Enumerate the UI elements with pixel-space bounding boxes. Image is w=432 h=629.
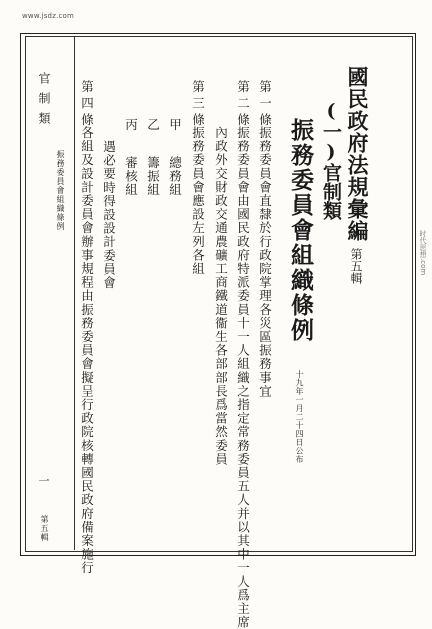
article-label: 第二條: [235, 80, 251, 130]
subsection-label: 丙: [123, 118, 139, 135]
promulgation-date: 十九年一月二十四日公布: [295, 370, 304, 464]
article-text-continued: 遇必要時得設設計委員會: [101, 140, 117, 290]
article-label: 第四條: [79, 80, 95, 130]
article-label: 第三條: [190, 80, 206, 130]
watermark-text: www.jsdz.com: [22, 12, 75, 20]
section-title: (一)官制類: [320, 100, 342, 220]
side-watermark: 时代思想.com: [419, 230, 427, 276]
margin-divider: [74, 36, 75, 550]
subsection-label: 甲: [167, 118, 183, 135]
book-title: 國民政府法規彙編: [345, 66, 370, 242]
article-label: 第一條: [257, 80, 273, 130]
subsection-text: 籌振組: [145, 156, 161, 197]
margin-category: 官制類: [37, 72, 51, 132]
article-text: 振務委員會應設左列各組: [190, 126, 206, 276]
article-text: 各組及設計委員會辦事規程由振務委員會擬呈行政院核轉國民政府備案施行: [79, 126, 95, 575]
article-text: 振務委員會直隸於行政院掌理各災區振務事宜: [257, 126, 273, 398]
margin-volume: 第五輯: [40, 515, 49, 542]
page-number: 一: [37, 475, 50, 486]
article-text: 振務委員會由國民政府特派委員十一人組織之指定常務委員五人并以其中一人爲主席: [235, 126, 251, 629]
subsection-text: 審核組: [123, 156, 139, 197]
subsection-label: 乙: [145, 118, 161, 135]
margin-subtitle: 振務委員會組織條例: [56, 150, 65, 231]
volume-label: 第五輯: [349, 248, 363, 284]
subsection-text: 總務組: [167, 156, 183, 197]
law-title: 振務委員會組織條例: [287, 118, 314, 343]
article-text-continued: 內政外交財政交通農礦工商鐵道衞生各部部長爲當然委員: [213, 126, 229, 466]
